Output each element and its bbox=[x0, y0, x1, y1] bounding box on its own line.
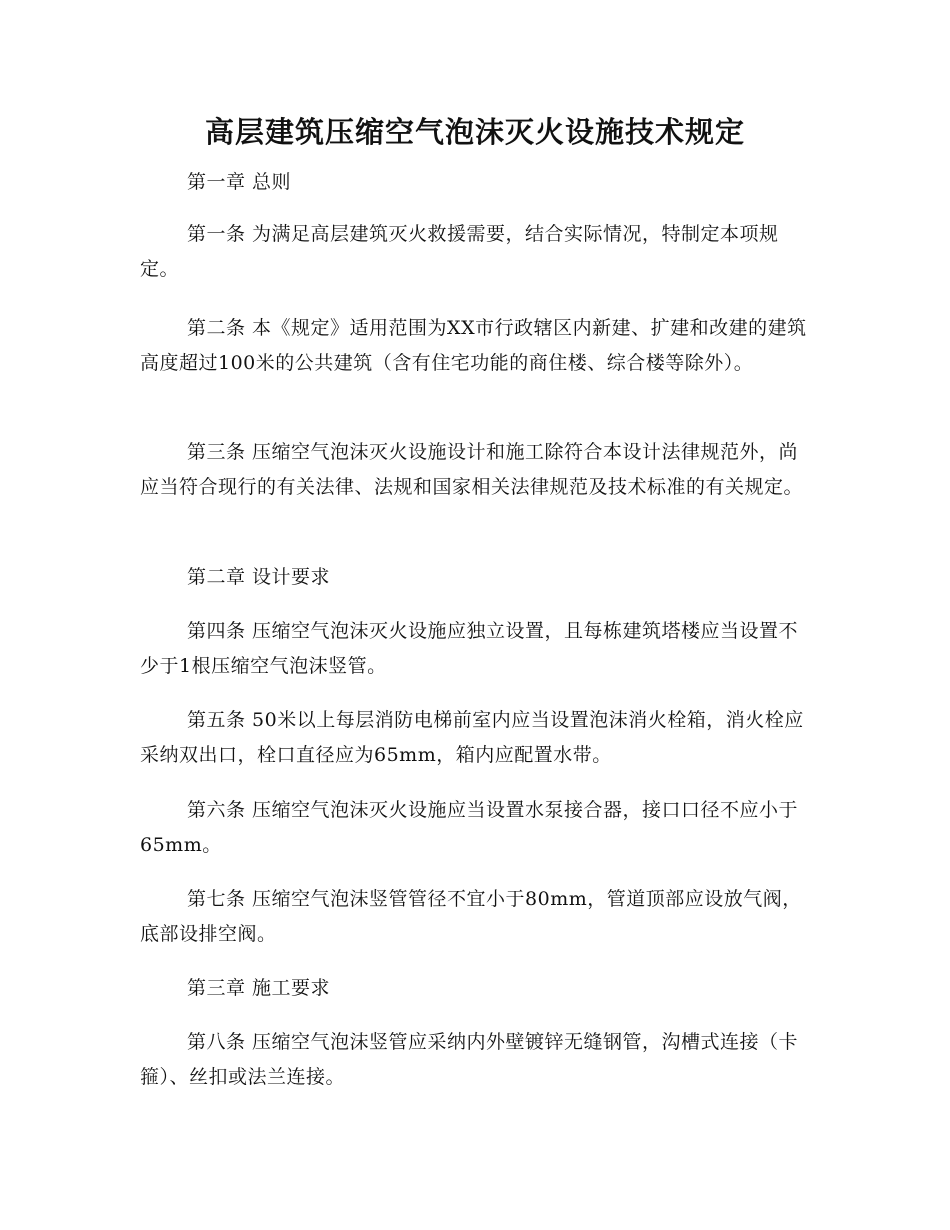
chapter-3-heading: 第三章 施工要求 bbox=[187, 977, 331, 999]
chapter-2-heading: 第二章 设计要求 bbox=[187, 566, 331, 588]
article-8: 第八条 压缩空气泡沫竖管应采纳内外壁镀锌无缝钢管，沟槽式连接（卡箍）、丝扣或法兰连接。 bbox=[140, 1031, 799, 1088]
chapter-1-heading: 第一章 总则 bbox=[187, 171, 292, 193]
document-title: 高层建筑压缩空气泡沫灭火设施技术规定 bbox=[204, 115, 745, 149]
article-6: 第六条 压缩空气泡沫灭火设施应当设置水泵接合器，接口口径不应小于65mm。 bbox=[140, 799, 799, 856]
article-3: 第三条 压缩空气泡沫灭火设施设计和施工除符合本设计法律规范外，尚应当符合现行的有关法律、法规和国家相关法律规范及技术标准的有关规定。 bbox=[140, 441, 804, 498]
article-5: 第五条 50米以上每层消防电梯前室内应当设置泡沫消火栓箱，消火栓应采纳双出口，栓口直径应为65mm，箱内应配置水带。 bbox=[140, 709, 804, 766]
article-4: 第四条 压缩空气泡沫灭火设施应独立设置，且每栋建筑塔楼应当设置不少于1根压缩空气泡沫竖管。 bbox=[140, 620, 799, 677]
article-2: 第二条 本《规定》适用范围为XX市行政辖区内新建、扩建和改建的建筑高度超过100米的公共建筑（含有住宅功能的商住楼、综合楼等除外）。 bbox=[140, 317, 807, 374]
article-7: 第七条 压缩空气泡沫竖管管径不宜小于80mm，管道顶部应设放气阀，底部设排空阀。 bbox=[140, 888, 802, 945]
article-1: 第一条 为满足高层建筑灭火救援需要，结合实际情况，特制定本项规定。 bbox=[140, 223, 779, 280]
